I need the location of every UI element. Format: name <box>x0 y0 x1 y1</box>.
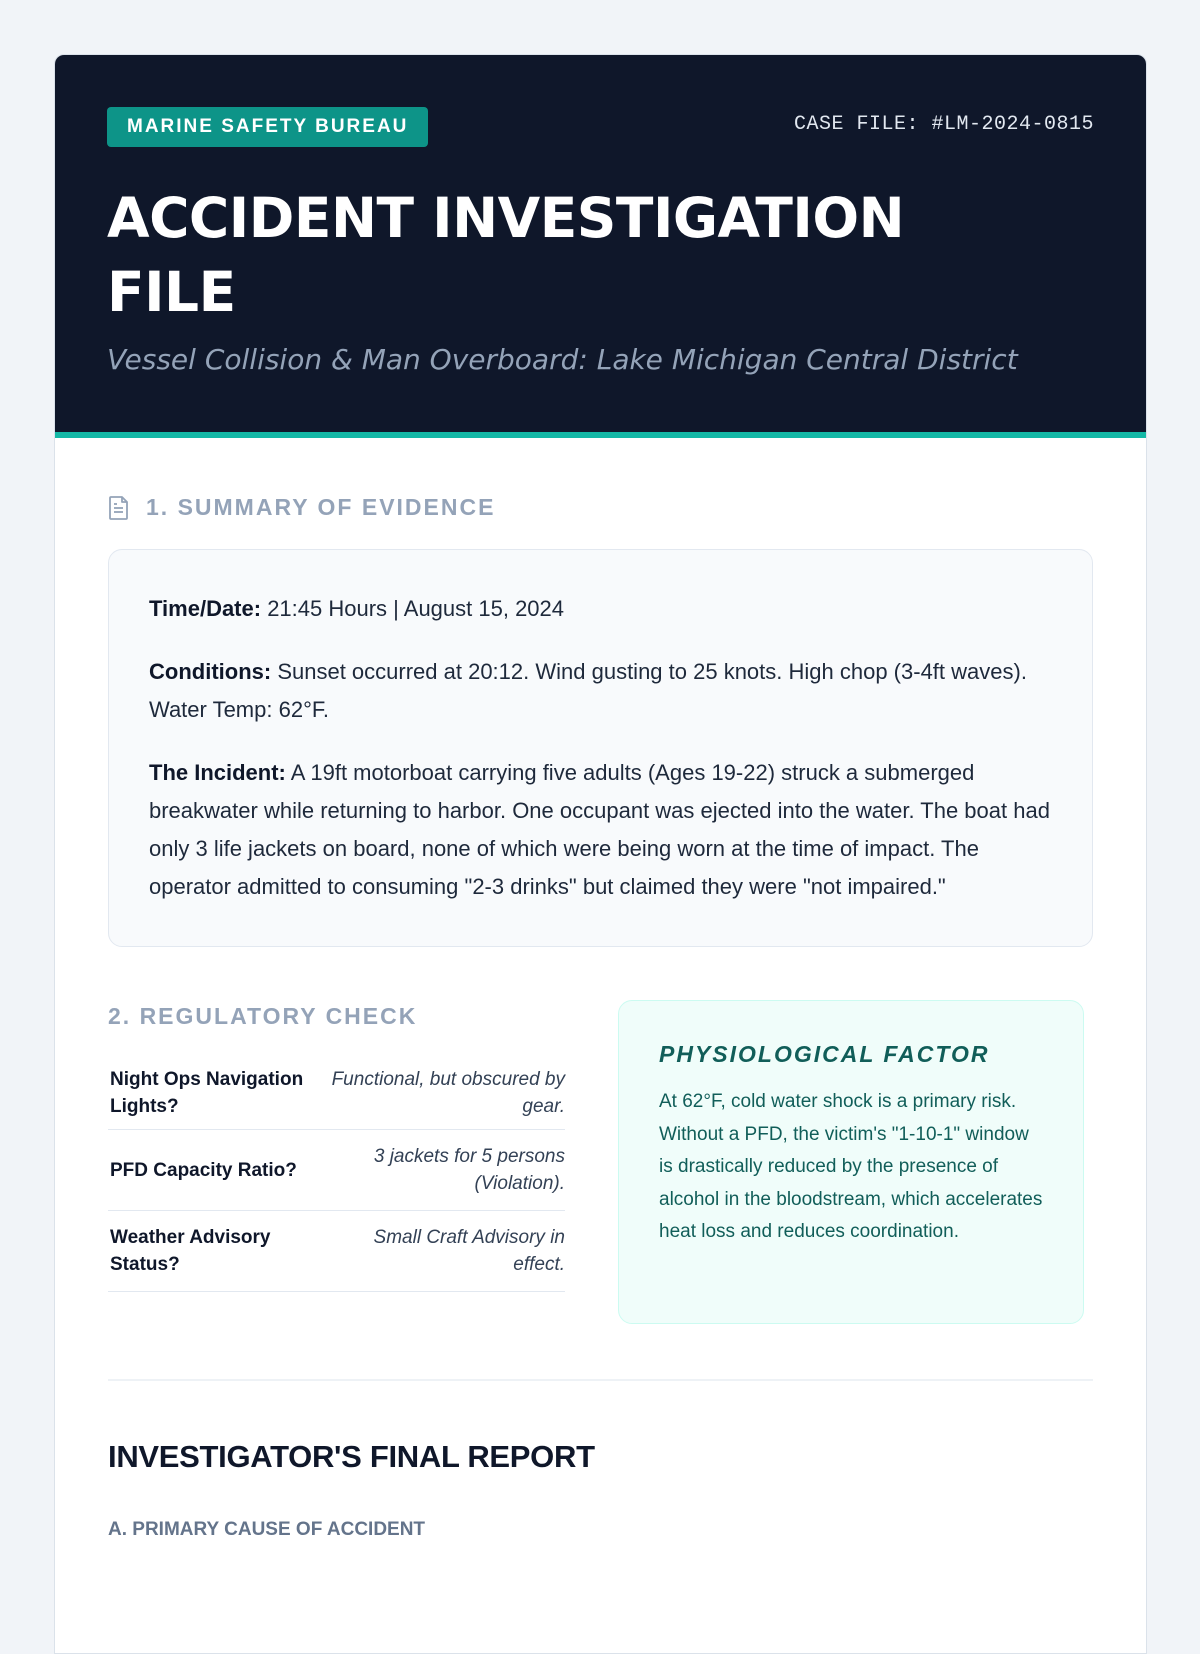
evidence-heading <box>108 494 1093 521</box>
regulatory-question: PFD Capacity Ratio? <box>110 1159 297 1181</box>
evidence-item <box>149 590 1052 628</box>
two-column-section <box>108 1000 1093 1324</box>
page-subtitle: Vessel Collision & Man Overboard: Lake Michigan Central District <box>107 343 1018 376</box>
evidence-text: 21:45 Hours | August 15, 2024 <box>261 596 565 621</box>
table-row <box>108 1211 565 1292</box>
evidence-label: Time/Date: <box>149 596 262 621</box>
evidence-label: The Incident: <box>149 760 286 785</box>
physiological-title: PHYSIOLOGICAL FACTOR <box>659 1041 990 1067</box>
section-divider <box>108 1379 1093 1381</box>
regulatory-table <box>108 1058 565 1292</box>
evidence-text: A 19ft motorboat carrying five adults (Ages 19-22) struck a submerged breakwater while returning to harbor. One occupant was ejected into the water. The boat had only 3 life jackets on board, none of which were being worn at the time of impact. The operator admitted to consuming "2-3 drinks" but claimed they were "not impaired." <box>149 760 1050 899</box>
page-title: ACCIDENT INVESTIGATION FILE <box>107 186 905 324</box>
case-file-card <box>54 54 1147 1654</box>
regulatory-heading: 2. REGULATORY CHECK <box>108 1003 418 1029</box>
regulatory-answer: Functional, but obscured by gear. <box>331 1069 565 1117</box>
table-row <box>108 1130 565 1211</box>
header <box>55 55 1146 438</box>
physiological-factor-box <box>618 1000 1084 1324</box>
table-row <box>108 1058 565 1130</box>
evidence-heading-label: 1. SUMMARY OF EVIDENCE <box>146 494 496 520</box>
final-report-heading: INVESTIGATOR'S FINAL REPORT <box>108 1439 595 1474</box>
evidence-text: Sunset occurred at 20:12. Wind gusting to 25 knots. High chop (3-4ft waves). Water Temp: 62°F. <box>149 659 1027 722</box>
evidence-item <box>149 653 1052 729</box>
regulatory-answer: 3 jackets for 5 persons (Violation). <box>373 1146 565 1194</box>
regulatory-answer: Small Craft Advisory in effect. <box>373 1227 565 1275</box>
regulatory-question: Night Ops Navigation Lights? <box>110 1069 304 1117</box>
primary-cause-heading: A. PRIMARY CAUSE OF ACCIDENT <box>108 1519 426 1540</box>
regulatory-question: Weather Advisory Status? <box>110 1227 271 1275</box>
evidence-box <box>108 549 1093 947</box>
evidence-item <box>149 754 1052 906</box>
report-body <box>55 494 1146 1541</box>
physiological-text: At 62°F, cold water shock is a primary risk. Without a PFD, the victim's "1-10-1" window is drastically reduced by the presence of alcohol in the bloodstream, which accelerates heat loss and reduces coordination. <box>659 1091 1043 1242</box>
bureau-badge: MARINE SAFETY BUREAU <box>107 107 428 147</box>
evidence-label: Conditions: <box>149 659 272 684</box>
document-icon <box>108 496 130 520</box>
regulatory-check <box>108 1000 565 1324</box>
case-file-number: CASE FILE: #LM-2024-0815 <box>793 113 1094 136</box>
